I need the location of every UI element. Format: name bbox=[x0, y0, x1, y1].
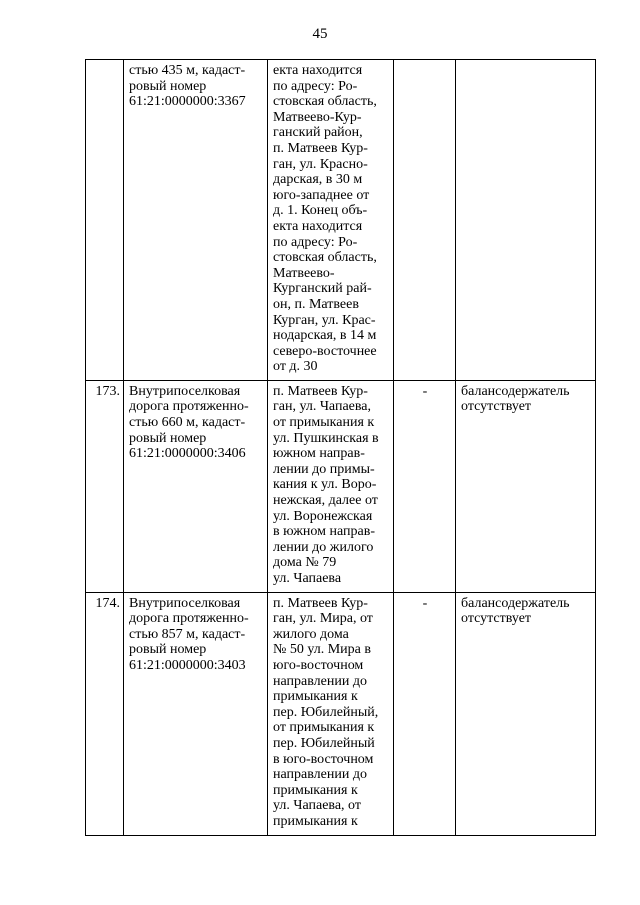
table-row bbox=[86, 592, 596, 835]
object-name-cell: стью 435 м, кадаст- ровый номер 61:21:0000000:3367 bbox=[124, 60, 268, 381]
row-number-cell: 174. bbox=[86, 592, 124, 835]
value-cell bbox=[394, 60, 456, 381]
balance-holder-cell bbox=[456, 60, 596, 381]
object-address-cell: п. Матвеев Кур- ган, ул. Мира, от жилого дома № 50 ул. Мира в юго-восточном направлении до примыкания к пер. Юбилейный, от примыкания к пер. Юбилейный в юго-восточном направлении до примыкания к ул. Чапаева, от примыкания к bbox=[268, 592, 394, 835]
balance-holder-cell: балансодержатель отсутствует bbox=[456, 592, 596, 835]
object-name-cell: Внутрипоселковая дорога протяженно- стью 660 м, кадаст- ровый номер 61:21:0000000:3406 bbox=[124, 380, 268, 592]
row-number-cell: 173. bbox=[86, 380, 124, 592]
object-address-cell: екта находится по адресу: Ро- стовская область, Матвеево-Кур- ганский район, п. Матвеев Кур- ган, ул. Красно- дарская, в 30 м юго-западнее от д. 1. Конец объ- екта находится по адресу: Ро- стовская область, Матвеево- Курганский рай- он, п. Матвеев Курган, ул. Крас- нодарская, в 14 м северо-восточнее от д. 30 bbox=[268, 60, 394, 381]
property-registry-table bbox=[85, 59, 596, 836]
table-row bbox=[86, 380, 596, 592]
value-cell: - bbox=[394, 380, 456, 592]
balance-holder-cell: балансодержатель отсутствует bbox=[456, 380, 596, 592]
value-cell: - bbox=[394, 592, 456, 835]
object-name-cell: Внутрипоселковая дорога протяженно- стью 857 м, кадаст- ровый номер 61:21:0000000:3403 bbox=[124, 592, 268, 835]
page-number: 45 bbox=[312, 26, 328, 42]
table-row bbox=[86, 60, 596, 381]
object-address-cell: п. Матвеев Кур- ган, ул. Чапаева, от примыкания к ул. Пушкинская в южном направ- лении до примы- кания к ул. Воро- нежская, далее от ул. Воронежская в южном направ- лении до жилого дома № 79 ул. Чапаева bbox=[268, 380, 394, 592]
row-number-cell bbox=[86, 60, 124, 381]
